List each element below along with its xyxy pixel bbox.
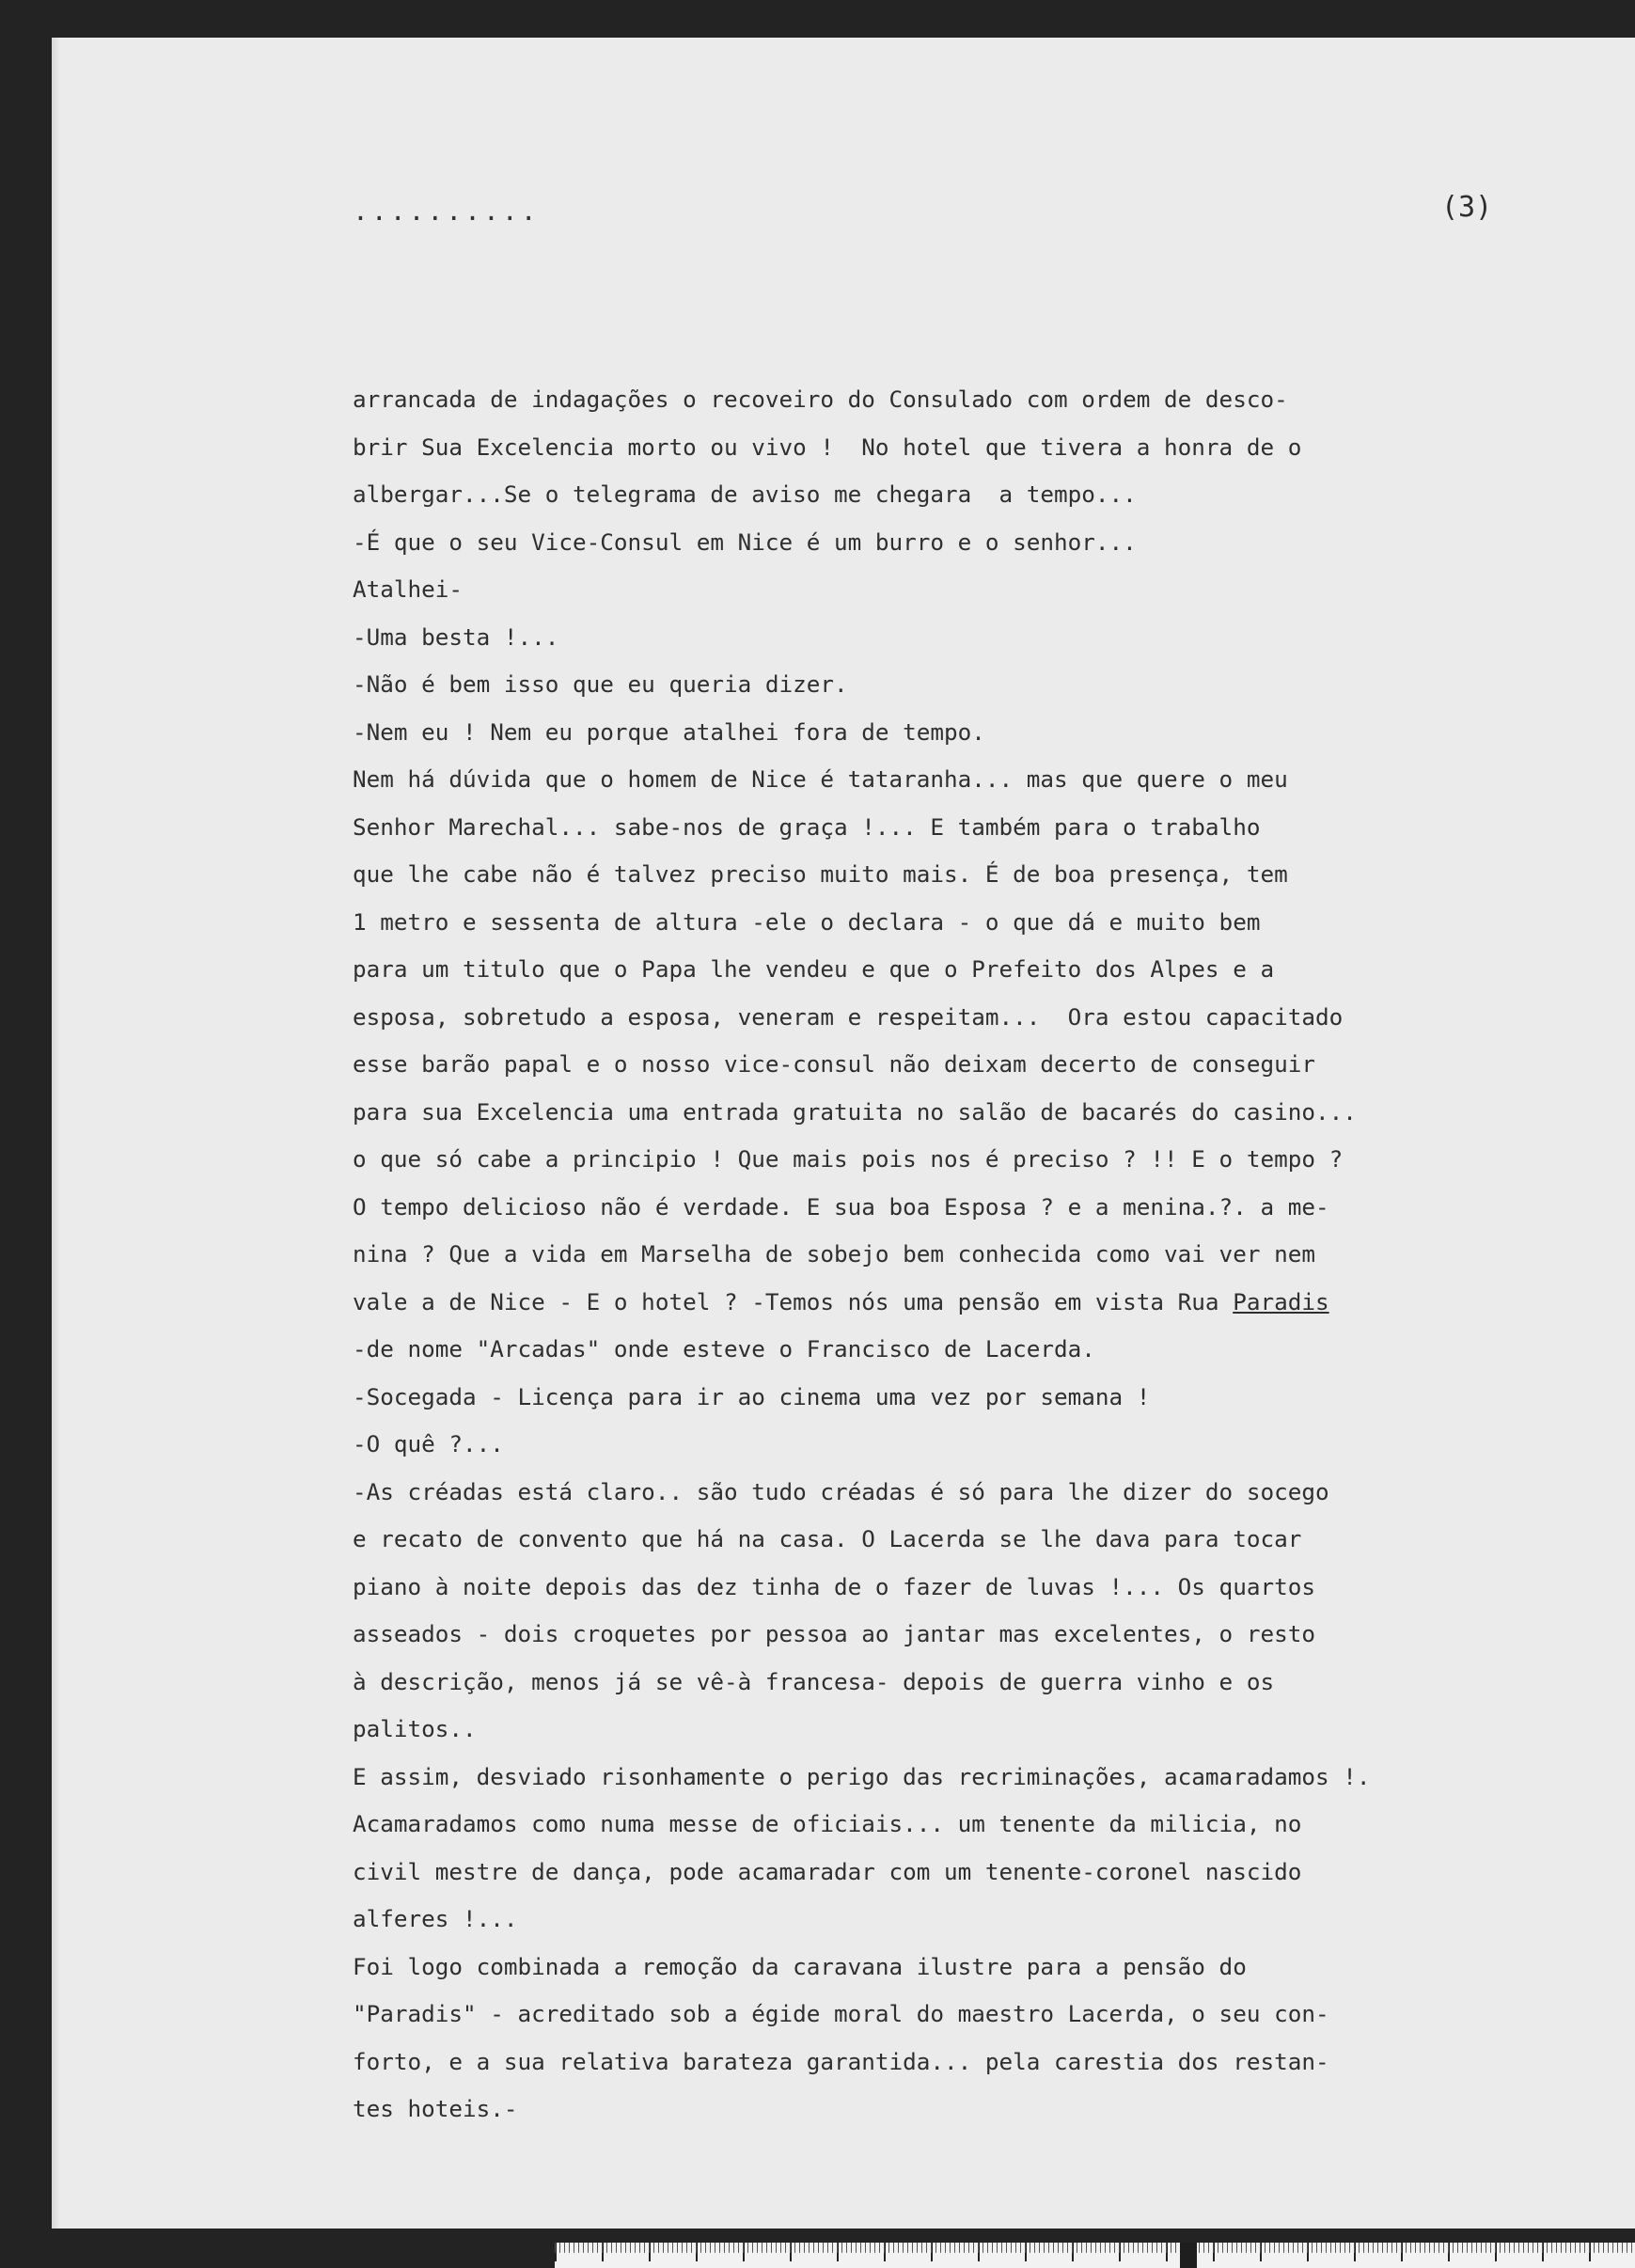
text-line: O tempo delicioso não é verdade. E sua boa Esposa ? e a menina.?. a me- (353, 1192, 1329, 1221)
text-line: civil mestre de dança, pode acamaradar com um tenente-coronel nascido (353, 1857, 1302, 1885)
text-line: -de nome "Arcadas" onde esteve o Francisco de Lacerda. (353, 1335, 1095, 1362)
text-line: -Nem eu ! Nem eu porque atalhei fora de tempo. (353, 717, 985, 746)
text-line: e recato de convento que há na casa. O Lacerda se lhe dava para tocar (353, 1525, 1302, 1552)
text-line: à descrição, menos já se vê-à francesa- depois de guerra vinho e os (353, 1667, 1275, 1695)
text-line: Foi logo combinada a remoção da caravana ilustre para a pensão do (353, 1952, 1247, 1980)
header-dots: .......... (353, 196, 540, 227)
text-line: piano à noite depois das dez tinha de o fazer de luvas !... Os quartos (353, 1572, 1315, 1600)
text-line: que lhe cabe não é talvez preciso muito mais. É de boa presença, tem (353, 860, 1288, 888)
text-line: Atalhei- (353, 575, 464, 603)
text-segment: vale a de Nice - E o hotel ? -Temos nós uma pensão em vista Rua (353, 1287, 1234, 1315)
text-line: tes hoteis.- (353, 2095, 518, 2122)
text-line: para sua Excelencia uma entrada gratuita no salão de bacarés do casino... (353, 1097, 1357, 1126)
text-line: esse barão papal e o nosso vice-consul não deixam decerto de conseguir (353, 1050, 1315, 1078)
text-line: nina ? Que a vida em Marselha de sobejo bem conhecida como vai ver nem (353, 1240, 1315, 1268)
text-line: o que só cabe a principio ! Que mais pois nos é preciso ? !! E o tempo ? (353, 1145, 1344, 1173)
text-line: -As créadas está claro.. são tudo créadas é só para lhe dizer do socego (353, 1477, 1329, 1505)
text-line: Senhor Marechal... sabe-nos de graça !... E também para o trabalho (353, 812, 1261, 841)
text-line: alferes !... (353, 1905, 518, 1932)
text-line: albergar...Se o telegrama de aviso me chegara a tempo... (353, 480, 1137, 508)
scale-ruler (555, 2243, 1635, 2268)
text-line: "Paradis" - acreditado sob a égide moral do maestro Lacerda, o seu con- (353, 2000, 1329, 2027)
text-line: brir Sua Excelencia morto ou vivo ! No hotel que tivera a honra de o (353, 433, 1302, 461)
underlined-word: Paradis (1233, 1287, 1329, 1315)
text-line: -O quê ?... (353, 1430, 504, 1457)
text-line: arrancada de indagações o recoveiro do Consulado com ordem de desco- (353, 386, 1288, 413)
ruler-marker (1180, 2243, 1197, 2268)
text-line: -Uma besta !... (353, 622, 559, 651)
text-line: para um titulo que o Papa lhe vendeu e que o Prefeito dos Alpes e a (353, 955, 1275, 983)
text-line: Acamaradamos como numa messe de oficiais... um tenente da milicia, no (353, 1810, 1302, 1837)
text-line: 1 metro e sessenta de altura -ele o declara - o que dá e muito bem (353, 907, 1261, 936)
text-line (353, 1279, 1635, 1327)
text-line: -É que o seu Vice-Consul em Nice é um burro e o senhor... (353, 528, 1137, 556)
text-line: esposa, sobretudo a esposa, veneram e respeitam... Ora estou capacitado (353, 1002, 1344, 1031)
text-line: Nem há dúvida que o homem de Nice é tataranha... mas que quere o meu (353, 765, 1288, 793)
text-line: asseados - dois croquetes por pessoa ao jantar mas excelentes, o resto (353, 1620, 1315, 1647)
text-line: palitos.. (353, 1715, 477, 1742)
page-number: (3) (1441, 191, 1493, 224)
text-line: -Não é bem isso que eu queria dizer. (353, 670, 848, 698)
typewritten-body (353, 376, 1635, 2134)
text-line: forto, e a sua relativa barateza garantida... pela carestia dos restan- (353, 2047, 1329, 2075)
document-page (52, 38, 1635, 2229)
text-line: E assim, desviado risonhamente o perigo das recriminações, acamaradamos !. (353, 1762, 1371, 1790)
text-line: -Socegada - Licença para ir ao cinema uma vez por semana ! (353, 1382, 1151, 1410)
